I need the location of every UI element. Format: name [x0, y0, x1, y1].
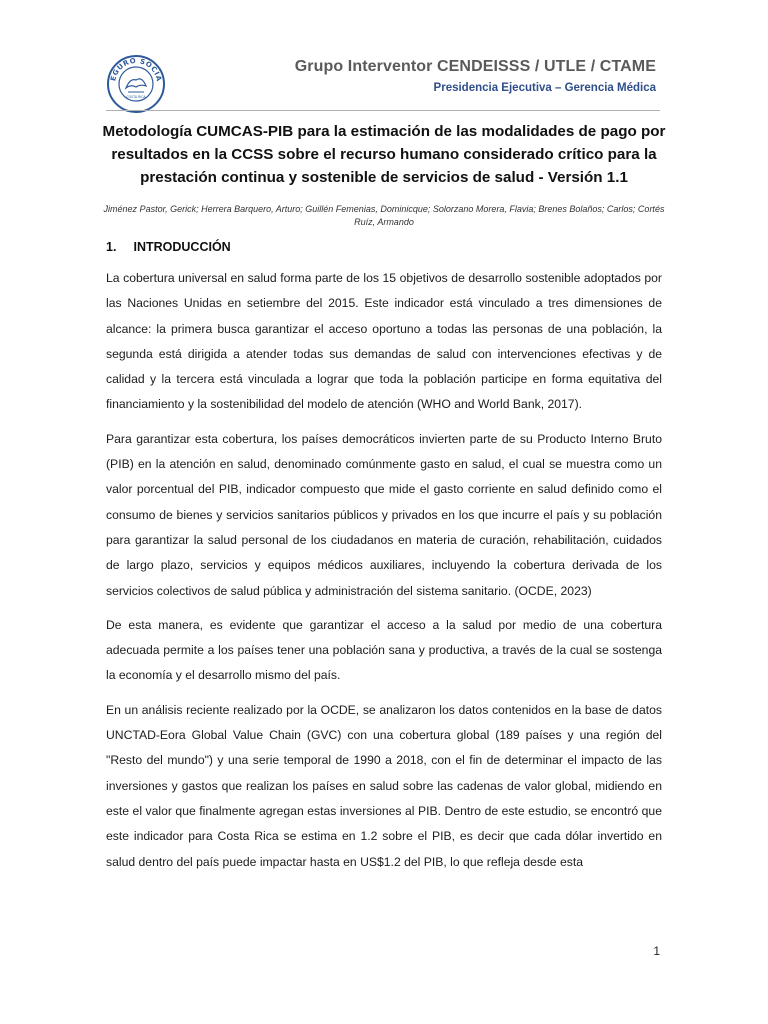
paragraph: Para garantizar esta cobertura, los países democráticos invierten parte de su Producto Interno Bruto (PIB) en la atención en salud, denominado comúnmente gasto en salud, el cual se muestra como un valor porcentual del PIB, indicador compuesto que mide el gasto corriente en salud definido como el consumo de bienes y servicios sanitarios públicos y privados en los que incurre el país y su población para garantizar la salud personal de los ciudadanos en materia de curación, rehabilitación, cuidados de largo plazo, servicios y equipos médicos auxiliares, incluyendo la cobertura derivada de los servicios colectivos de salud pública y administración del sistema sanitario. (OCDE, 2023): [106, 431, 662, 598]
header-subtitle: Presidencia Ejecutiva – Gerencia Médica: [433, 82, 656, 94]
page-number: 1: [653, 944, 660, 958]
authors-line: Jiménez Pastor, Gerick; Herrera Barquero, Arturo; Guillén Femenias, Dominicque; Solorzano Morera, Flavia; Brenes Bolaños; Carlos; Cortés Ruíz, Armando: [103, 204, 665, 227]
header-title: Grupo Interventor CENDEISSS / UTLE / CTAME: [294, 58, 656, 75]
svg-text:SEGURO SOCIAL: [106, 54, 163, 82]
paragraph: La cobertura universal en salud forma parte de los 15 objetivos de desarrollo sostenible adoptados por las Naciones Unidas en setiembre del 2015. Este indicador está vinculado a tres dimensiones de alcance: la primera busca garantizar el acceso oportuno a todas las personas de una población, la segunda está dirigida a atender todas sus demandas de salud con intervenciones efectivas y de calidad y la tercera está vinculada a lograr que toda la población participe en forma equitativa del financiamiento y la sostenibilidad del modelo de atención (WHO and World Bank, 2017).: [106, 271, 662, 412]
section-number: 1.: [106, 240, 117, 254]
document-title: Metodología CUMCAS-PIB para la estimación de las modalidades de pago por resultados en la CCSS sobre el recurso humano considerado crítico para la prestación continua y sostenible de servicios de salud - Versión 1.1: [102, 123, 666, 186]
section-heading: [106, 240, 231, 254]
logo-subtext: COSTA RICA: [126, 95, 146, 99]
header-divider: [106, 110, 660, 111]
body-text: [106, 266, 662, 884]
seguro-social-logo: [106, 54, 166, 114]
seal-icon: [106, 54, 166, 114]
section-title: INTRODUCCIÓN: [133, 240, 231, 254]
logo-text: EGURO SOCIA: [109, 56, 163, 83]
paragraph: En un análisis reciente realizado por la OCDE, se analizaron los datos contenidos en la base de datos UNCTAD-Eora Global Value Chain (GVC) con una cobertura global (189 países y una región del "Resto del mundo") y una serie temporal de 1990 a 2018, con el fin de determinar el impacto de las inversiones y gastos que realizan los países en salud sobre las cadenas de valor global, midiendo en este el valor que finalmente agregan estas inversiones al PIB. Dentro de este estudio, se encontró que este indicador para Costa Rica se estima en 1.2 sobre el PIB, es decir que cada dólar invertido en salud dentro del país puede impactar hasta en US$1.2 del PIB, lo que refleja desde esta: [106, 702, 662, 869]
paragraph: De esta manera, es evidente que garantizar el acceso a la salud por medio de una cobertura adecuada permite a los países tener una población sana y productiva, a través de la cual se sostenga la economía y el desarrollo mismo del país.: [106, 617, 662, 683]
document-header: [295, 58, 656, 94]
